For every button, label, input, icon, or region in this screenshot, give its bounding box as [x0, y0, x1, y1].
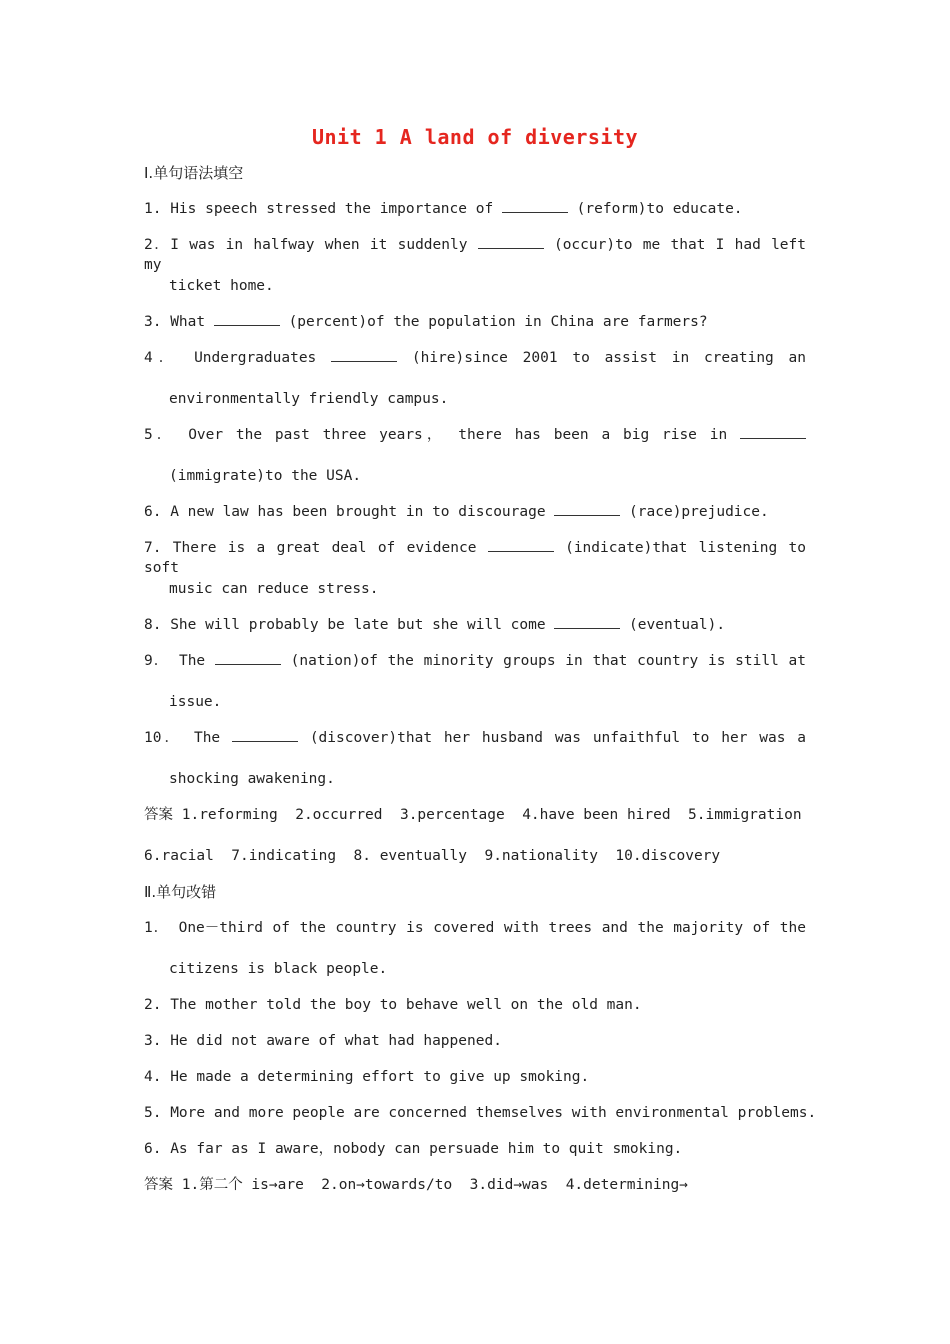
question-7: 7. There is a great deal of evidence (indicate)that listening to soft — [144, 540, 806, 576]
document-title: Unit 1 A land of diversity — [311, 125, 639, 149]
correction-6: 6. As far as I aware，nobody can persuade him to quit smoking. — [144, 1141, 683, 1157]
question-4: 4． Undergraduates (hire)since 2001 to assist in creating an — [144, 350, 807, 366]
answer-label: 答案 — [144, 807, 173, 823]
answers-text: 1.第二个 is→are 2.on→towards/to 3.did→was 4.determining→ — [181, 1177, 688, 1193]
question-3: 3. What (percent)of the population in China are farmers? — [144, 314, 708, 330]
correction-1: 1． One－third of the country is covered with trees and the majority of the — [144, 920, 806, 936]
question-10: 10． The (discover)that her husband was unfaithful to her was a — [144, 730, 806, 746]
question-7-continuation: music can reduce stress. — [169, 581, 379, 597]
answers-line-1 — [144, 805, 806, 825]
question-5: 5． Over the past three years， there has been a big rise in — [144, 425, 806, 445]
correction-5: 5. More and more people are concerned themselves with environmental problems. — [144, 1105, 817, 1121]
answer-blank[interactable] — [554, 502, 620, 516]
answers-section-2 — [144, 1175, 806, 1195]
answer-blank[interactable] — [740, 425, 806, 439]
question-2: 2．I was in halfway when it suddenly (occur)to me that I had left my — [144, 237, 806, 273]
correction-3: 3. He did not aware of what had happened. — [144, 1033, 502, 1049]
answer-label: 答案 — [144, 1177, 173, 1193]
section-2-heading: Ⅱ.单句改错 — [144, 883, 217, 901]
correction-4: 4. He made a determining effort to give up smoking. — [144, 1069, 590, 1085]
answer-blank[interactable] — [214, 312, 280, 326]
question-8: 8. She will probably be late but she will come (eventual). — [144, 617, 726, 633]
question-5-continuation: (immigrate)to the USA. — [169, 468, 362, 484]
question-6: 6. A new law has been brought in to discourage (race)prejudice. — [144, 504, 769, 520]
answer-blank[interactable] — [488, 538, 554, 552]
answer-blank[interactable] — [502, 199, 568, 213]
question-4-continuation: environmentally friendly campus. — [169, 391, 449, 407]
correction-2: 2. The mother told the boy to behave well on the old man. — [144, 997, 642, 1013]
section-1-heading: Ⅰ.单句语法填空 — [144, 164, 244, 182]
answer-blank[interactable] — [331, 348, 397, 362]
answer-blank[interactable] — [215, 651, 281, 665]
answers-line-2: 6.racial 7.indicating 8. eventually 9.nationality 10.discovery — [144, 848, 721, 864]
question-10-continuation: shocking awakening. — [169, 771, 335, 787]
answers-text: 1.reforming 2.occurred 3.percentage 4.have been hired 5.immigration — [181, 807, 802, 823]
question-2-continuation: ticket home. — [169, 278, 274, 294]
question-9-continuation: issue. — [169, 694, 222, 710]
answer-blank[interactable] — [232, 728, 298, 742]
correction-1-continuation: citizens is black people. — [169, 961, 388, 977]
answer-blank[interactable] — [554, 615, 620, 629]
question-1: 1. His speech stressed the importance of (reform)to educate. — [144, 201, 743, 217]
question-9: 9． The (nation)of the minority groups in that country is still at — [144, 653, 806, 669]
answer-blank[interactable] — [478, 235, 544, 249]
